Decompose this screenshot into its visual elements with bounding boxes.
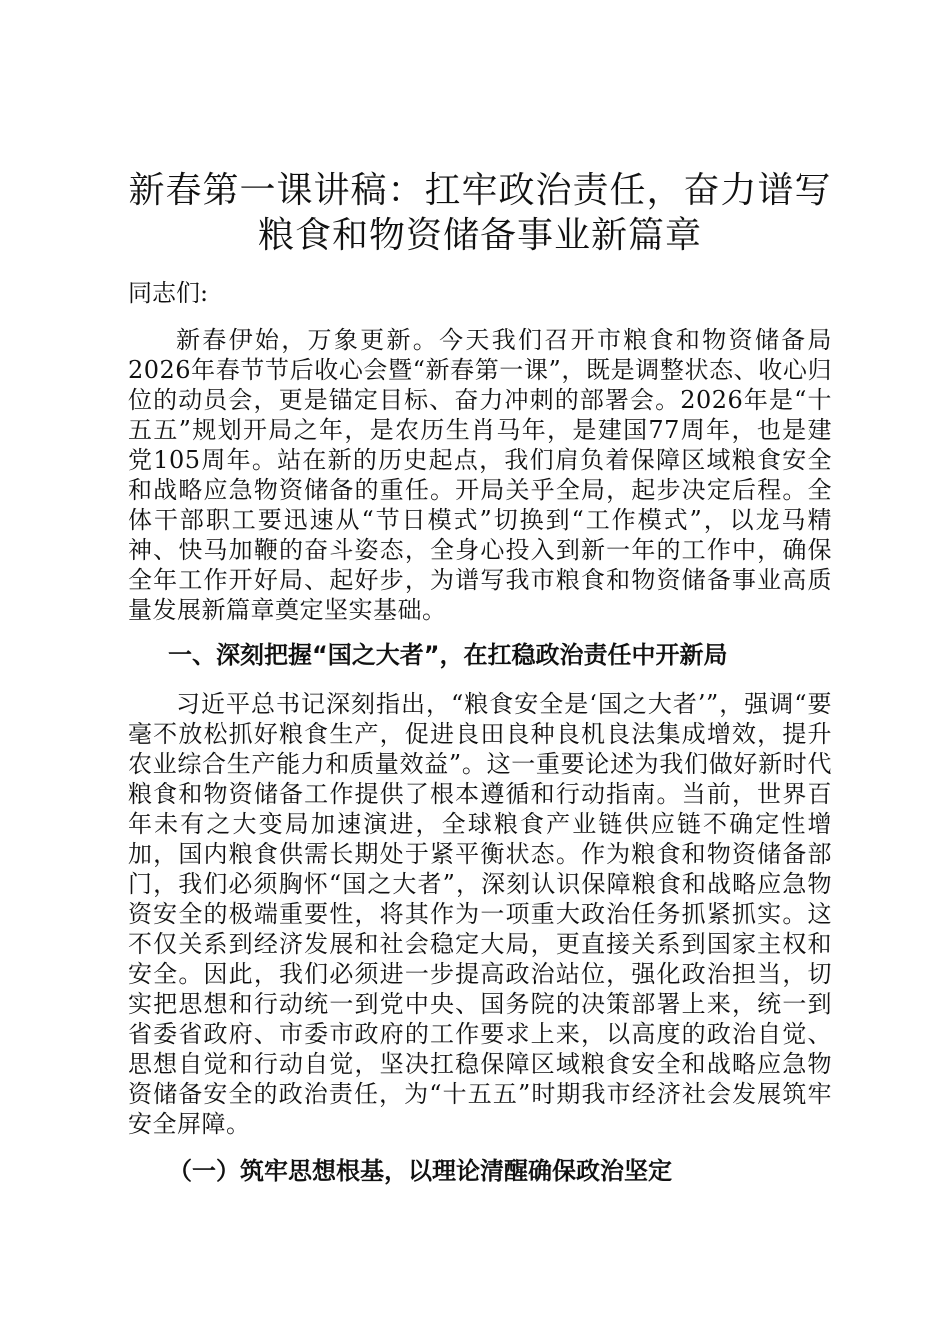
- salutation: 同志们:: [128, 279, 209, 307]
- subsection-heading-1: （一）筑牢思想根基，以理论清醒确保政治坚定: [168, 1157, 672, 1185]
- intro-paragraph: 新春伊始，万象更新。今天我们召开市粮食和物资储备局2026年春节节后收心会暨“新春第一课”，既是调整状态、收心归位的动员会，更是锚定目标、奋力冲刺的部署会。2026年是“十五五”规划开局之年，是农历生肖马年，是建国77周年，也是建党105周年。站在新的历史起点，我们肩负着保障区域粮食安全和战略应急物资储备的重任。开局关乎全局，起步决定后程。全体干部职工要迅速从“节日模式”切换到“工作模式”，以龙马精神、快马加鞭的奋斗姿态，全身心投入到新一年的工作中，确保全年工作开好局、起好步，为谱写我市粮食和物资储备事业高质量发展新篇章奠定坚实基础。: [128, 326, 832, 624]
- document-title: 新春第一课讲稿：扛牢政治责任，奋力谱写粮食和物资储备事业新篇章: [128, 170, 832, 256]
- section-1-paragraph: 习近平总书记深刻指出，“粮食安全是‘国之大者’”，强调“要毫不放松抓好粮食生产，促进良田良种良机良法集成增效，提升农业综合生产能力和质量效益”。这一重要论述为我们做好新时代粮食和物资储备工作提供了根本遵循和行动指南。当前，世界百年未有之大变局加速演进，全球粮食产业链供应链不确定性增加，国内粮食供需长期处于紧平衡状态。作为粮食和物资储备部门，我们必须胸怀“国之大者”，深刻认识保障粮食和战略应急物资安全的极端重要性，将其作为一项重大政治任务抓紧抓实。这不仅关系到经济发展和社会稳定大局，更直接关系到国家主权和安全。因此，我们必须进一步提高政治站位，强化政治担当，切实把思想和行动统一到党中央、国务院的决策部署上来，统一到省委省政府、市委市政府的工作要求上来，以高度的政治自觉、思想自觉和行动自觉，坚决扛稳保障区域粮食安全和战略应急物资储备安全的政治责任，为“十五五”时期我市经济社会发展筑牢安全屏障。: [128, 690, 832, 1138]
- section-heading-1: 一、深刻把握“国之大者”，在扛稳政治责任中开新局: [168, 641, 728, 669]
